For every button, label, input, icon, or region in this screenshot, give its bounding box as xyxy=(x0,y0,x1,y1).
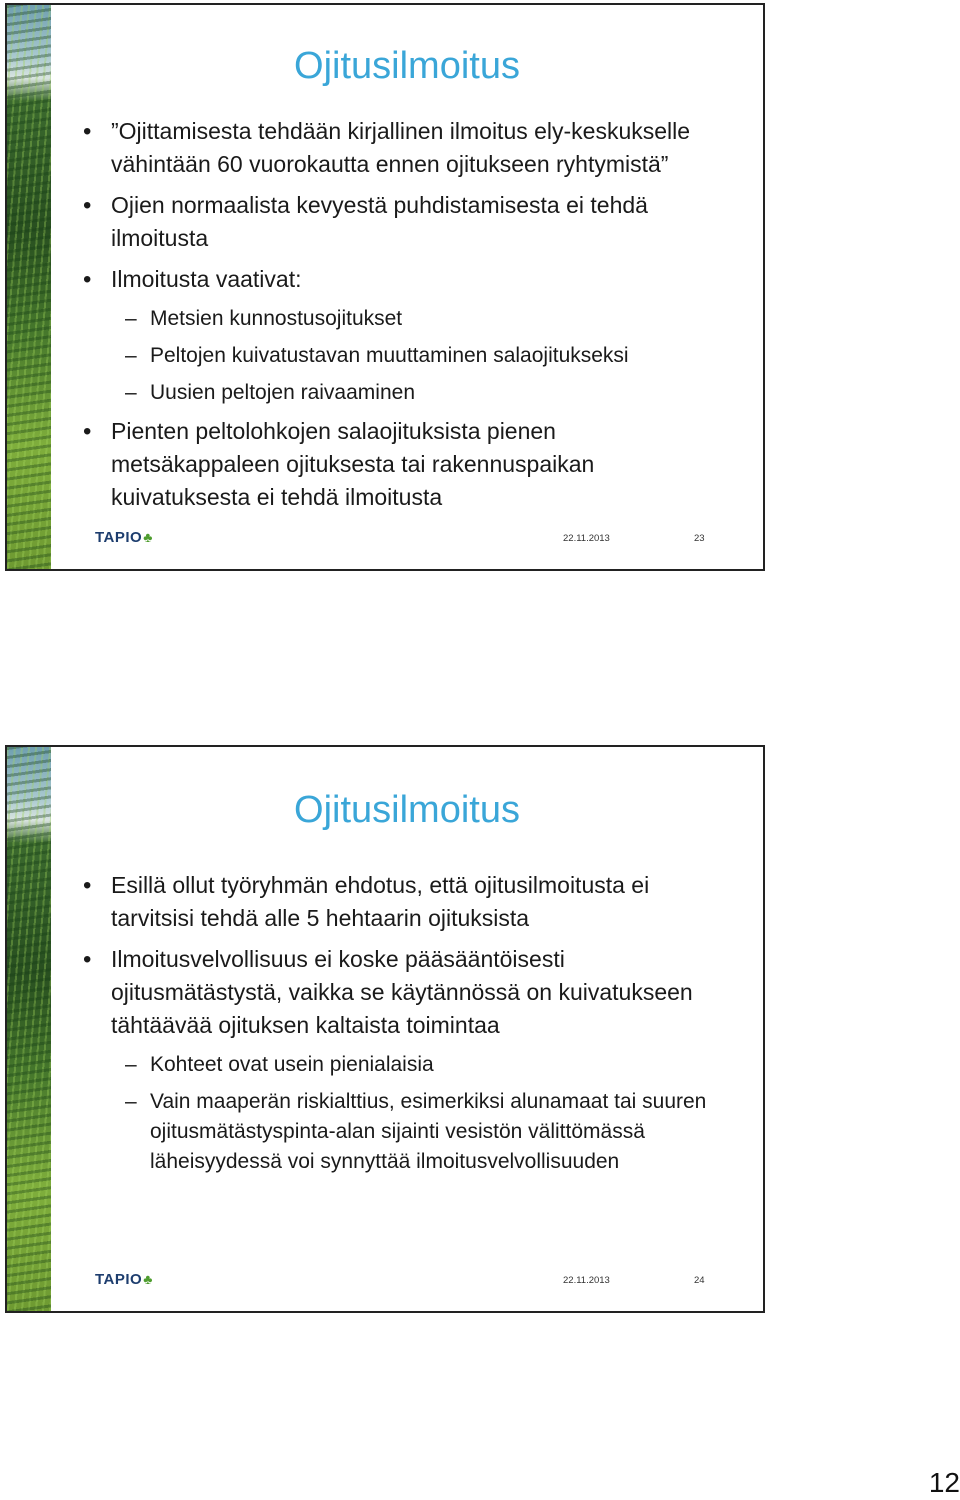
slide-number: 24 xyxy=(694,1275,705,1286)
slide-date: 22.11.2013 xyxy=(563,1275,610,1286)
tapio-logo: TAPIO♣ xyxy=(95,1271,153,1288)
bullet-item: • Ojien normaalista kevyestä puhdistamisesta ei tehdä ilmoitusta xyxy=(83,189,723,255)
slide-title: Ojitusilmoitus xyxy=(294,45,520,87)
bullet-item: • Ilmoitusvelvollisuus ei koske pääsääntöisesti ojitusmätästystä, vaikka se käytännössä on kuivatukseen tähtäävää ojituksen kaltaista toimintaa xyxy=(83,943,723,1042)
tree-icon: ♣ xyxy=(143,1271,153,1287)
slide-23 xyxy=(5,3,765,571)
sub-bullet-item: – Uusien peltojen raivaaminen xyxy=(83,378,723,408)
bullet-list xyxy=(83,869,723,1184)
slide-date: 22.11.2013 xyxy=(563,533,610,544)
bullet-item: • Ilmoitusta vaativat: xyxy=(83,263,723,296)
forest-image xyxy=(7,747,51,1311)
slide-footer xyxy=(51,529,763,549)
slide-title: Ojitusilmoitus xyxy=(294,789,520,831)
bullet-item: • ”Ojittamisesta tehdään kirjallinen ilmoitus ely-keskukselle vähintään 60 vuorokautta ennen ojitukseen ryhtymistä” xyxy=(83,115,723,181)
slide-24 xyxy=(5,745,765,1313)
sub-bullet-item: – Peltojen kuivatustavan muuttaminen salaojitukseksi xyxy=(83,341,723,371)
slide-number: 23 xyxy=(694,533,705,544)
tree-icon: ♣ xyxy=(143,529,153,545)
page-number: 12 xyxy=(928,1467,960,1498)
tapio-logo: TAPIO♣ xyxy=(95,529,153,546)
bullet-item: • Pienten peltolohkojen salaojituksista pienen metsäkappaleen ojituksesta tai rakennuspaikan kuivatuksesta ei tehdä ilmoitusta xyxy=(83,415,723,514)
slide-footer xyxy=(51,1271,763,1291)
forest-image xyxy=(7,5,51,569)
sub-bullet-item: – Metsien kunnostusojitukset xyxy=(83,304,723,334)
bullet-item: • Esillä ollut työryhmän ehdotus, että ojitusilmoitusta ei tarvitsisi tehdä alle 5 hehtaarin ojituksista xyxy=(83,869,723,935)
sub-bullet-item: – Vain maaperän riskialttius, esimerkiksi alunamaat tai suuren ojitusmätästyspinta-alan sijainti vesistön välittömässä läheisyydessä voi synnyttää ilmoitusvelvollisuuden xyxy=(83,1087,723,1177)
bullet-list xyxy=(83,115,723,522)
sub-bullet-item: – Kohteet ovat usein pienialaisia xyxy=(83,1050,723,1080)
